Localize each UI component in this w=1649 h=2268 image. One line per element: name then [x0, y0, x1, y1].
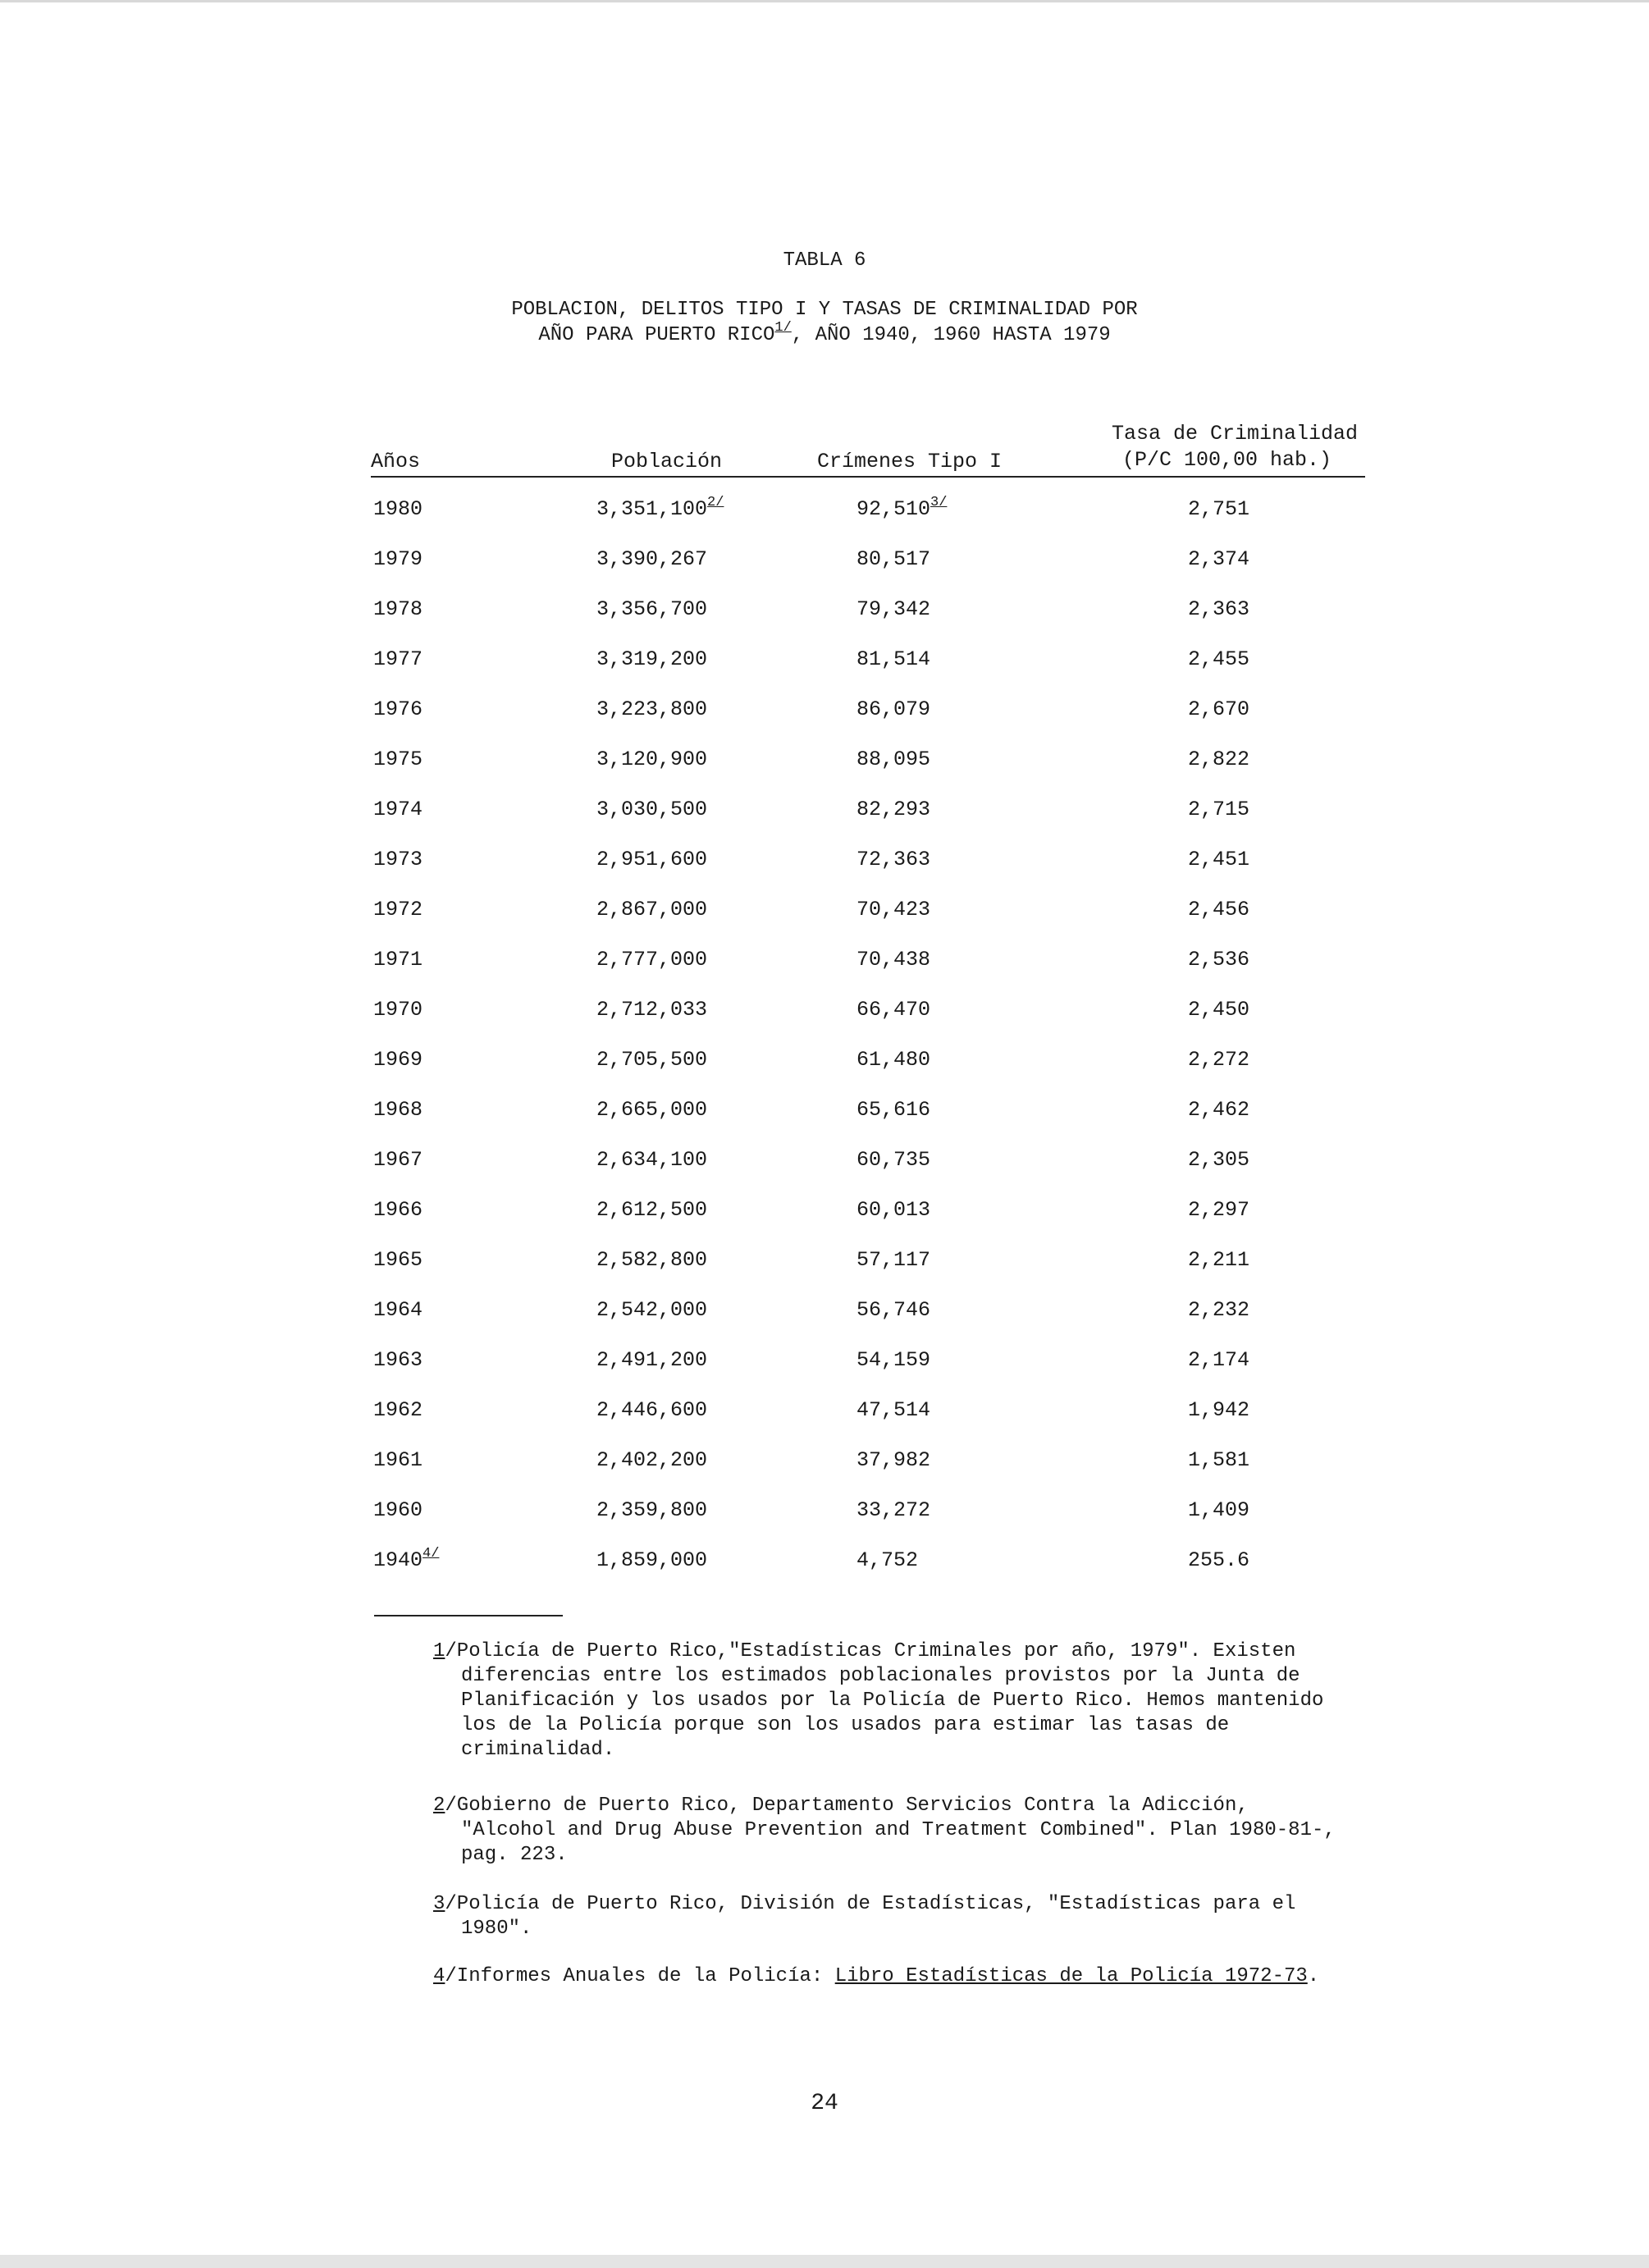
- poblacion-cell: [596, 1348, 707, 1372]
- column-header-anos: Años: [371, 450, 421, 473]
- table-row: [0, 1148, 1649, 1198]
- crimenes-cell-value: 82,293: [856, 798, 931, 821]
- year-cell-value: 1969: [373, 1048, 423, 1072]
- poblacion-cell: [596, 848, 707, 871]
- tasa-cell: [1188, 998, 1249, 1022]
- poblacion-cell-value: 2,542,000: [596, 1298, 708, 1322]
- poblacion-cell-value: 3,030,500: [596, 798, 708, 821]
- year-cell-value: 1980: [373, 497, 423, 521]
- year-cell: [373, 798, 423, 821]
- poblacion-cell-value: 2,867,000: [596, 898, 708, 921]
- tasa-cell-value: 2,751: [1188, 497, 1250, 521]
- table-row: [0, 1448, 1649, 1498]
- poblacion-cell-value: 2,665,000: [596, 1098, 708, 1122]
- tasa-cell: [1188, 898, 1249, 921]
- tasa-cell-value: 2,272: [1188, 1048, 1250, 1072]
- tasa-cell-value: 2,174: [1188, 1348, 1250, 1372]
- crimenes-cell-value: 92,510: [856, 497, 931, 521]
- footnote-text-end: .: [1307, 1965, 1320, 1987]
- title-text-a: AÑO PARA PUERTO RICO: [538, 324, 775, 346]
- footnote-1: [433, 1639, 1352, 1763]
- crimenes-cell: [856, 1148, 930, 1172]
- poblacion-cell: [596, 547, 707, 571]
- year-cell-value: 1973: [373, 848, 423, 871]
- crimenes-cell: [856, 1448, 930, 1472]
- crimenes-cell-value: 60,013: [856, 1198, 931, 1222]
- year-cell-value: 1975: [373, 748, 423, 771]
- footnote-rule: [374, 1615, 563, 1616]
- crimenes-cell: [856, 1098, 930, 1122]
- tasa-cell-value: 2,363: [1188, 597, 1250, 621]
- tasa-cell: [1188, 1248, 1249, 1272]
- year-cell-value: 1962: [373, 1398, 423, 1422]
- crimenes-cell: [856, 1548, 918, 1572]
- poblacion-cell-value: 2,777,000: [596, 948, 708, 972]
- tasa-cell: [1188, 1448, 1249, 1472]
- crimenes-cell: [856, 1398, 930, 1422]
- table-row: [0, 898, 1649, 948]
- poblacion-cell-value: 3,223,800: [596, 697, 708, 721]
- year-cell: [373, 898, 423, 921]
- tasa-cell: [1188, 1198, 1249, 1222]
- footnote-number: 1: [433, 1640, 445, 1662]
- poblacion-cell-value: 2,705,500: [596, 1048, 708, 1072]
- tasa-cell-value: 255.6: [1188, 1548, 1250, 1572]
- column-header-tasa-line-2: (P/C 100,00 hab.): [1122, 448, 1332, 472]
- footnote-number: 2: [433, 1795, 445, 1817]
- crimenes-cell: [856, 1248, 930, 1272]
- year-cell-value: 1961: [373, 1448, 423, 1472]
- poblacion-cell-value: 3,390,267: [596, 547, 708, 571]
- table-body: [0, 497, 1649, 1598]
- tasa-cell-value: 2,715: [1188, 798, 1250, 821]
- footnote-3: [433, 1892, 1352, 1941]
- year-cell-value: 1940: [373, 1548, 423, 1572]
- table-row: [0, 497, 1649, 547]
- tasa-cell-value: 2,297: [1188, 1198, 1250, 1222]
- year-cell: [373, 697, 423, 721]
- footnote-ref: 2/: [707, 495, 724, 510]
- tasa-cell-value: 1,942: [1188, 1398, 1250, 1422]
- column-header-tasa-line-1: Tasa de Criminalidad: [1112, 422, 1359, 446]
- tasa-cell: [1188, 1298, 1249, 1322]
- footnote-book-title: Libro Estadísticas de la Policía 1972-73: [834, 1965, 1308, 1987]
- footnote-text: /Policía de Puerto Rico,"Estadísticas Criminales por año, 1979". Existen diferencias entre los estimados poblacionales provistos por la Junta de Planificación y los usados por la Policía de Puerto Rico. Hemos mantenido los de la Policía porque son los usados para estimar las tasas de criminalidad.: [445, 1640, 1324, 1761]
- crimenes-cell-value: 65,616: [856, 1098, 931, 1122]
- year-cell: [373, 547, 423, 571]
- year-cell-value: 1964: [373, 1298, 423, 1322]
- table-title-line-2: [0, 320, 1649, 346]
- poblacion-cell-value: 3,319,200: [596, 647, 708, 671]
- tasa-cell: [1188, 948, 1249, 972]
- crimenes-cell-value: 79,342: [856, 597, 931, 621]
- year-cell-value: 1965: [373, 1248, 423, 1272]
- crimenes-cell-value: 4,752: [856, 1548, 919, 1572]
- crimenes-cell: [856, 998, 930, 1022]
- title-text-b: , AÑO 1940, 1960 HASTA 1979: [791, 324, 1111, 346]
- year-cell: [373, 1248, 423, 1272]
- poblacion-cell-value: 1,859,000: [596, 1548, 708, 1572]
- year-cell: [373, 1448, 423, 1472]
- page-number: 24: [811, 2091, 838, 2116]
- poblacion-cell: [596, 898, 707, 921]
- crimenes-cell-value: 86,079: [856, 697, 931, 721]
- tasa-cell: [1188, 1098, 1249, 1122]
- table-row: [0, 1248, 1649, 1298]
- crimenes-cell: [856, 1048, 930, 1072]
- crimenes-cell-value: 80,517: [856, 547, 931, 571]
- table-row: [0, 597, 1649, 647]
- table-row: [0, 1298, 1649, 1348]
- poblacion-cell: [596, 1448, 707, 1472]
- year-cell: [373, 1048, 423, 1072]
- footnote-number: 4: [433, 1965, 445, 1987]
- crimenes-cell-value: 37,982: [856, 1448, 931, 1472]
- table-row: [0, 948, 1649, 998]
- crimenes-cell: [856, 697, 930, 721]
- poblacion-cell-value: 2,612,500: [596, 1198, 708, 1222]
- tasa-cell-value: 2,822: [1188, 748, 1250, 771]
- poblacion-cell-value: 2,582,800: [596, 1248, 708, 1272]
- year-cell: [373, 1348, 423, 1372]
- crimenes-cell: [856, 497, 947, 521]
- tasa-cell: [1188, 647, 1249, 671]
- year-cell: [373, 1498, 423, 1522]
- year-cell-value: 1976: [373, 697, 423, 721]
- crimenes-cell: [856, 597, 930, 621]
- year-cell: [373, 998, 423, 1022]
- year-cell: [373, 1298, 423, 1322]
- crimenes-cell-value: 66,470: [856, 998, 931, 1022]
- tasa-cell-value: 2,536: [1188, 948, 1250, 972]
- table-row: [0, 1348, 1649, 1398]
- table-row: [0, 647, 1649, 697]
- year-cell-value: 1966: [373, 1198, 423, 1222]
- crimenes-cell: [856, 647, 930, 671]
- footnote-text: /Gobierno de Puerto Rico, Departamento Servicios Contra la Adicción, "Alcohol and Drug Abuse Prevention and Treatment Combined". Plan 1980-81-, pag. 223.: [445, 1795, 1336, 1866]
- tasa-cell-value: 2,462: [1188, 1098, 1250, 1122]
- poblacion-cell-value: 2,491,200: [596, 1348, 708, 1372]
- table-row: [0, 547, 1649, 597]
- crimenes-cell: [856, 1348, 930, 1372]
- year-cell-value: 1972: [373, 898, 423, 921]
- footnote-number: 3: [433, 1893, 445, 1915]
- tasa-cell: [1188, 1548, 1249, 1572]
- tasa-cell: [1188, 848, 1249, 871]
- poblacion-cell-value: 2,402,200: [596, 1448, 708, 1472]
- scan-edge-top: [0, 0, 1649, 2]
- footnote-text: /Informes Anuales de la Policía:: [445, 1965, 835, 1987]
- tasa-cell: [1188, 1498, 1249, 1522]
- year-cell: [373, 1548, 439, 1572]
- tasa-cell-value: 1,409: [1188, 1498, 1250, 1522]
- crimenes-cell: [856, 748, 930, 771]
- crimenes-cell-value: 81,514: [856, 647, 931, 671]
- title-footnote-ref: 1/: [774, 320, 792, 336]
- table-row: [0, 1048, 1649, 1098]
- tasa-cell-value: 2,451: [1188, 848, 1250, 871]
- year-cell-value: 1977: [373, 647, 423, 671]
- year-cell-value: 1974: [373, 798, 423, 821]
- poblacion-cell: [596, 597, 707, 621]
- tasa-cell-value: 2,211: [1188, 1248, 1250, 1272]
- tasa-cell-value: 2,450: [1188, 998, 1250, 1022]
- crimenes-cell-value: 70,423: [856, 898, 931, 921]
- crimenes-cell-value: 57,117: [856, 1248, 931, 1272]
- table-title-line-1: POBLACION, DELITOS TIPO I Y TASAS DE CRIMINALIDAD POR: [511, 299, 1138, 321]
- tasa-cell-value: 2,456: [1188, 898, 1250, 921]
- tasa-cell: [1188, 748, 1249, 771]
- header-rule: [371, 476, 1365, 478]
- poblacion-cell: [596, 1398, 707, 1422]
- year-cell: [373, 848, 423, 871]
- footnote-4: [433, 1964, 1352, 1989]
- crimenes-cell: [856, 898, 930, 921]
- crimenes-cell-value: 56,746: [856, 1298, 931, 1322]
- year-cell-value: 1970: [373, 998, 423, 1022]
- year-cell: [373, 1098, 423, 1122]
- poblacion-cell: [596, 697, 707, 721]
- year-cell: [373, 647, 423, 671]
- tasa-cell: [1188, 1148, 1249, 1172]
- crimenes-cell-value: 54,159: [856, 1348, 931, 1372]
- poblacion-cell: [596, 1098, 707, 1122]
- crimenes-cell-value: 61,480: [856, 1048, 931, 1072]
- table-row: [0, 748, 1649, 798]
- table-label: TABLA 6: [783, 249, 866, 272]
- poblacion-cell: [596, 1198, 707, 1222]
- tasa-cell: [1188, 497, 1249, 521]
- crimenes-cell-value: 47,514: [856, 1398, 931, 1422]
- poblacion-cell: [596, 748, 707, 771]
- poblacion-cell-value: 3,351,100: [596, 497, 708, 521]
- scan-edge-bottom: [0, 2255, 1649, 2268]
- poblacion-cell-value: 2,446,600: [596, 1398, 708, 1422]
- crimenes-cell: [856, 1198, 930, 1222]
- footnote-ref: 4/: [423, 1546, 440, 1562]
- year-cell-value: 1960: [373, 1498, 423, 1522]
- tasa-cell-value: 2,670: [1188, 697, 1250, 721]
- year-cell: [373, 1398, 423, 1422]
- poblacion-cell: [596, 1248, 707, 1272]
- table-row: [0, 1098, 1649, 1148]
- table-row: [0, 697, 1649, 748]
- poblacion-cell: [596, 948, 707, 972]
- crimenes-cell: [856, 1498, 930, 1522]
- poblacion-cell-value: 3,120,900: [596, 748, 708, 771]
- poblacion-cell-value: 2,951,600: [596, 848, 708, 871]
- tasa-cell: [1188, 1348, 1249, 1372]
- poblacion-cell-value: 3,356,700: [596, 597, 708, 621]
- crimenes-cell: [856, 848, 930, 871]
- footnote-ref: 3/: [930, 495, 948, 510]
- crimenes-cell: [856, 547, 930, 571]
- table-row: [0, 798, 1649, 848]
- tasa-cell: [1188, 1048, 1249, 1072]
- crimenes-cell-value: 60,735: [856, 1148, 931, 1172]
- tasa-cell-value: 2,374: [1188, 547, 1250, 571]
- crimenes-cell: [856, 798, 930, 821]
- year-cell: [373, 948, 423, 972]
- year-cell-value: 1968: [373, 1098, 423, 1122]
- poblacion-cell: [596, 647, 707, 671]
- column-header-crimenes: Crímenes Tipo I: [817, 450, 1003, 473]
- year-cell: [373, 597, 423, 621]
- column-header-poblacion: Población: [611, 450, 723, 473]
- year-cell-value: 1971: [373, 948, 423, 972]
- year-cell: [373, 1198, 423, 1222]
- poblacion-cell: [596, 1048, 707, 1072]
- footnote-text: /Policía de Puerto Rico, División de Estadísticas, "Estadísticas para el 1980".: [445, 1893, 1296, 1940]
- poblacion-cell: [596, 497, 724, 521]
- footnote-2: [433, 1794, 1352, 1868]
- crimenes-cell: [856, 1298, 930, 1322]
- tasa-cell: [1188, 697, 1249, 721]
- year-cell-value: 1963: [373, 1348, 423, 1372]
- year-cell: [373, 748, 423, 771]
- poblacion-cell-value: 2,634,100: [596, 1148, 708, 1172]
- year-cell-value: 1967: [373, 1148, 423, 1172]
- tasa-cell-value: 2,305: [1188, 1148, 1250, 1172]
- table-row: [0, 1198, 1649, 1248]
- tasa-cell: [1188, 798, 1249, 821]
- year-cell-value: 1978: [373, 597, 423, 621]
- poblacion-cell-value: 2,712,033: [596, 998, 708, 1022]
- year-cell: [373, 1148, 423, 1172]
- poblacion-cell-value: 2,359,800: [596, 1498, 708, 1522]
- table-row: [0, 1398, 1649, 1448]
- tasa-cell-value: 2,232: [1188, 1298, 1250, 1322]
- table-row: [0, 1498, 1649, 1548]
- table-row: [0, 848, 1649, 898]
- poblacion-cell: [596, 798, 707, 821]
- crimenes-cell-value: 70,438: [856, 948, 931, 972]
- table-row: [0, 998, 1649, 1048]
- poblacion-cell: [596, 1548, 707, 1572]
- poblacion-cell: [596, 998, 707, 1022]
- tasa-cell-value: 1,581: [1188, 1448, 1250, 1472]
- tasa-cell: [1188, 597, 1249, 621]
- crimenes-cell-value: 33,272: [856, 1498, 931, 1522]
- crimenes-cell: [856, 948, 930, 972]
- year-cell: [373, 497, 423, 521]
- poblacion-cell: [596, 1298, 707, 1322]
- tasa-cell-value: 2,455: [1188, 647, 1250, 671]
- year-cell-value: 1979: [373, 547, 423, 571]
- crimenes-cell-value: 72,363: [856, 848, 931, 871]
- poblacion-cell: [596, 1148, 707, 1172]
- tasa-cell: [1188, 1398, 1249, 1422]
- crimenes-cell-value: 88,095: [856, 748, 931, 771]
- poblacion-cell: [596, 1498, 707, 1522]
- tasa-cell: [1188, 547, 1249, 571]
- table-row: [0, 1548, 1649, 1598]
